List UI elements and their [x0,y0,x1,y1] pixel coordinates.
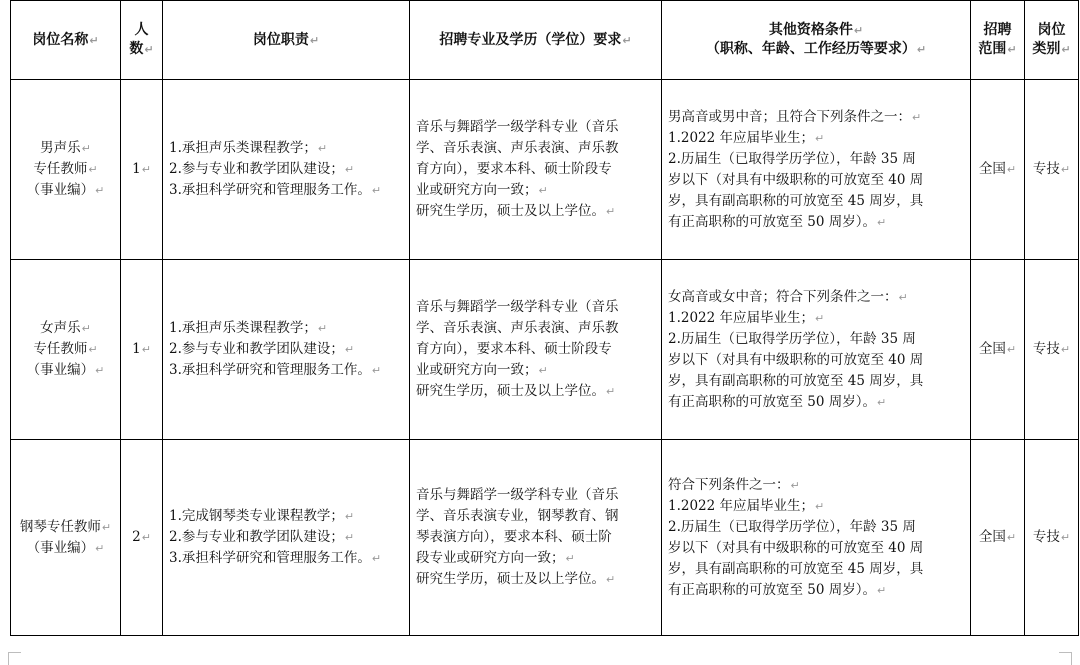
page-corner-mark-left [8,652,21,665]
header-row [11,1,1079,80]
duties-cell: 1.承担声乐类课程教学；↵ 2.参与专业和教学团队建设；↵ 3.承担科学研究和管理服务工作。↵ [163,80,410,260]
category-cell: 专技↵ [1025,260,1079,440]
major-education-cell: 音乐与舞蹈学一级学科专业（音乐 学、音乐表演专业，钢琴教育、钢 琴表演方向），要求本科、硕士阶 段专业或研究方向一致；↵ 研究生学历，硕士及以上学位。↵ [410,440,662,636]
headcount-cell: 1↵ [121,260,163,440]
recruitment-table [10,0,1079,636]
header-scope: 招聘 范围↵ [971,1,1025,80]
header-position-name: 岗位名称↵ [11,1,121,80]
headcount-cell: 2↵ [121,440,163,636]
other-conditions-cell: 女高音或女中音；符合下列条件之一：↵ 1.2022 年应届毕业生；↵ 2.历届生（已取得学历学位），年龄 35 周 岁以下（对具有中级职称的可放宽至 40 周 岁，具有副高职称的可放宽至 45 周岁，具 有正高职称的可放宽至 50 周岁）。↵ [662,260,971,440]
position-name-cell: 女声乐↵ 专任教师↵ （事业编）↵ [11,260,121,440]
header-other-conditions: 其他资格条件↵ （职称、年龄、工作经历等要求）↵ [662,1,971,80]
headcount-cell: 1↵ [121,80,163,260]
page-corner-mark-right [1059,652,1072,665]
other-conditions-cell: 男高音或男中音；且符合下列条件之一：↵ 1.2022 年应届毕业生；↵ 2.历届生（已取得学历学位），年龄 35 周 岁以下（对具有中级职称的可放宽至 40 周 岁，具有副高职称的可放宽至 45 周岁，具 有正高职称的可放宽至 50 周岁）。↵ [662,80,971,260]
duties-cell: 1.完成钢琴类专业课程教学；↵ 2.参与专业和教学团队建设；↵ 3.承担科学研究和管理服务工作。↵ [163,440,410,636]
position-name-cell: 男声乐↵ 专任教师↵ （事业编）↵ [11,80,121,260]
table-row [11,440,1079,636]
header-headcount: 人 数↵ [121,1,163,80]
header-category: 岗位 类别↵ [1025,1,1079,80]
table-row [11,80,1079,260]
major-education-cell: 音乐与舞蹈学一级学科专业（音乐 学、音乐表演、声乐表演、声乐教 育方向），要求本科、硕士阶段专 业或研究方向一致；↵ 研究生学历，硕士及以上学位。↵ [410,260,662,440]
header-duties: 岗位职责↵ [163,1,410,80]
major-education-cell: 音乐与舞蹈学一级学科专业（音乐 学、音乐表演、声乐表演、声乐教 育方向），要求本科、硕士阶段专 业或研究方向一致；↵ 研究生学历，硕士及以上学位。↵ [410,80,662,260]
header-major-education: 招聘专业及学历（学位）要求↵ [410,1,662,80]
other-conditions-cell: 符合下列条件之一：↵ 1.2022 年应届毕业生；↵ 2.历届生（已取得学历学位），年龄 35 周 岁以下（对具有中级职称的可放宽至 40 周 岁，具有副高职称的可放宽至 45 周岁，具 有正高职称的可放宽至 50 周岁）。↵ [662,440,971,636]
scope-cell: 全国↵ [971,260,1025,440]
table-row [11,260,1079,440]
scope-cell: 全国↵ [971,80,1025,260]
scope-cell: 全国↵ [971,440,1025,636]
category-cell: 专技↵ [1025,80,1079,260]
duties-cell: 1.承担声乐类课程教学；↵ 2.参与专业和教学团队建设；↵ 3.承担科学研究和管理服务工作。↵ [163,260,410,440]
category-cell: 专技↵ [1025,440,1079,636]
position-name-cell: 钢琴专任教师↵ （事业编）↵ [11,440,121,636]
